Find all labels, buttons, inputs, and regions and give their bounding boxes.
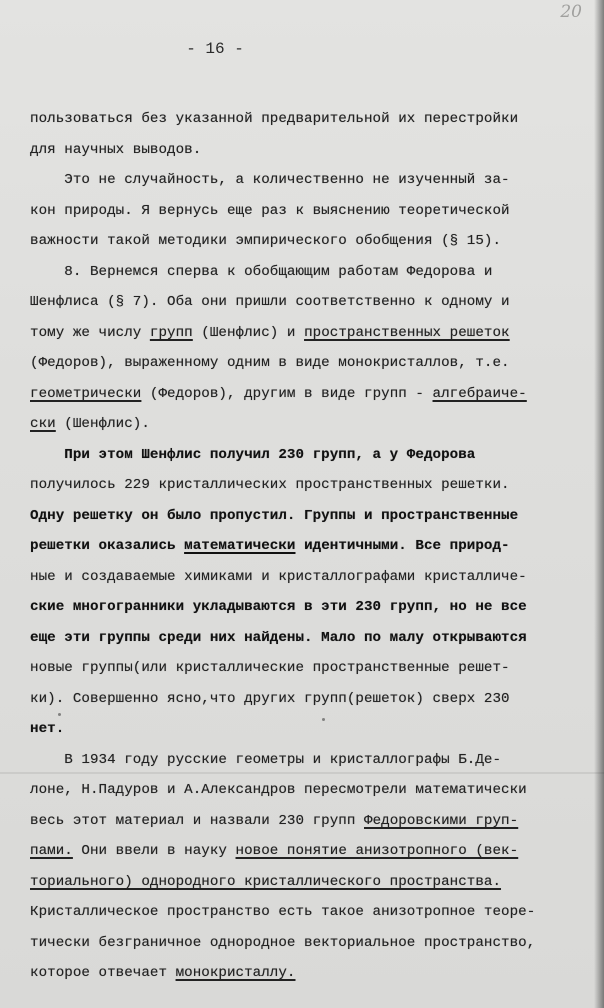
text-line: кон природы. Я вернусь еще раз к выяснению теоретической: [30, 202, 510, 219]
ink-speck: [58, 713, 61, 716]
text-line: Кристаллическое пространство есть такое анизотропное теоре-: [30, 904, 536, 920]
text-line: геометрически (Федоров), другим в виде групп - алгебраиче-: [30, 385, 527, 402]
text-line: для научных выводов.: [30, 141, 202, 158]
text-line: весь этот материал и назвали 230 групп Федоровскими груп-: [30, 812, 519, 829]
text-line: нет.: [30, 721, 65, 737]
archive-page-number: 20: [560, 2, 582, 22]
text-line: При этом Шенфлис получил 230 групп, а у Федорова: [30, 446, 476, 463]
text-line: ториального) однородного кристаллического пространства.: [30, 873, 502, 890]
text-line: пользоваться без указанной предварительной их перестройки: [30, 111, 519, 127]
text-line: которое отвечает монокристаллу.: [30, 965, 296, 981]
ink-speck: [322, 718, 325, 721]
text-line: еще эти группы среди них найдены. Мало по малу открываются: [30, 629, 527, 646]
text-line: ные и создаваемые химиками и кристаллографами кристалличе-: [30, 568, 527, 585]
text-line: лоне, Н.Падуров и А.Александров пересмотрели математически: [30, 782, 527, 798]
page-number: - 16 -: [186, 40, 244, 58]
text-line: Шенфлиса (§ 7). Оба они пришли соответственно к одному и: [30, 294, 510, 310]
page-edge-shadow: [594, 0, 604, 1008]
text-line: важности такой методики эмпирического обобщения (§ 15).: [30, 233, 502, 249]
text-line: В 1934 году русские геометры и кристаллографы Б.Де-: [30, 751, 502, 768]
text-line: решетки оказались математически идентичными. Все природ-: [30, 538, 510, 554]
text-line: тому же числу групп (Шенфлис) и пространственных решеток: [30, 324, 510, 341]
text-line: 8. Вернемся сперва к обобщающим работам Федорова и: [30, 263, 493, 280]
typewritten-text: [30, 104, 592, 989]
text-line: пами. Они ввели в науку новое понятие анизотропного (век-: [30, 843, 519, 859]
text-line: тически безграничное однородное векториальное пространство,: [30, 934, 536, 951]
text-line: (Федоров), выраженному одним в виде монокристаллов, т.е.: [30, 355, 510, 371]
text-line: Одну решетку он было пропустил. Группы и пространственные: [30, 507, 519, 524]
text-line: новые группы(или кристаллические пространственные решет-: [30, 660, 510, 676]
text-line: получилось 229 кристаллических пространственных решетки.: [30, 477, 510, 493]
text-line: ски (Шенфлис).: [30, 416, 150, 432]
text-line: ские многогранники укладываются в эти 230 групп, но не все: [30, 599, 527, 615]
text-line: Это не случайность, а количественно не изученный за-: [30, 172, 510, 188]
text-line: ки). Совершенно ясно,что других групп(решеток) сверх 230: [30, 690, 510, 707]
